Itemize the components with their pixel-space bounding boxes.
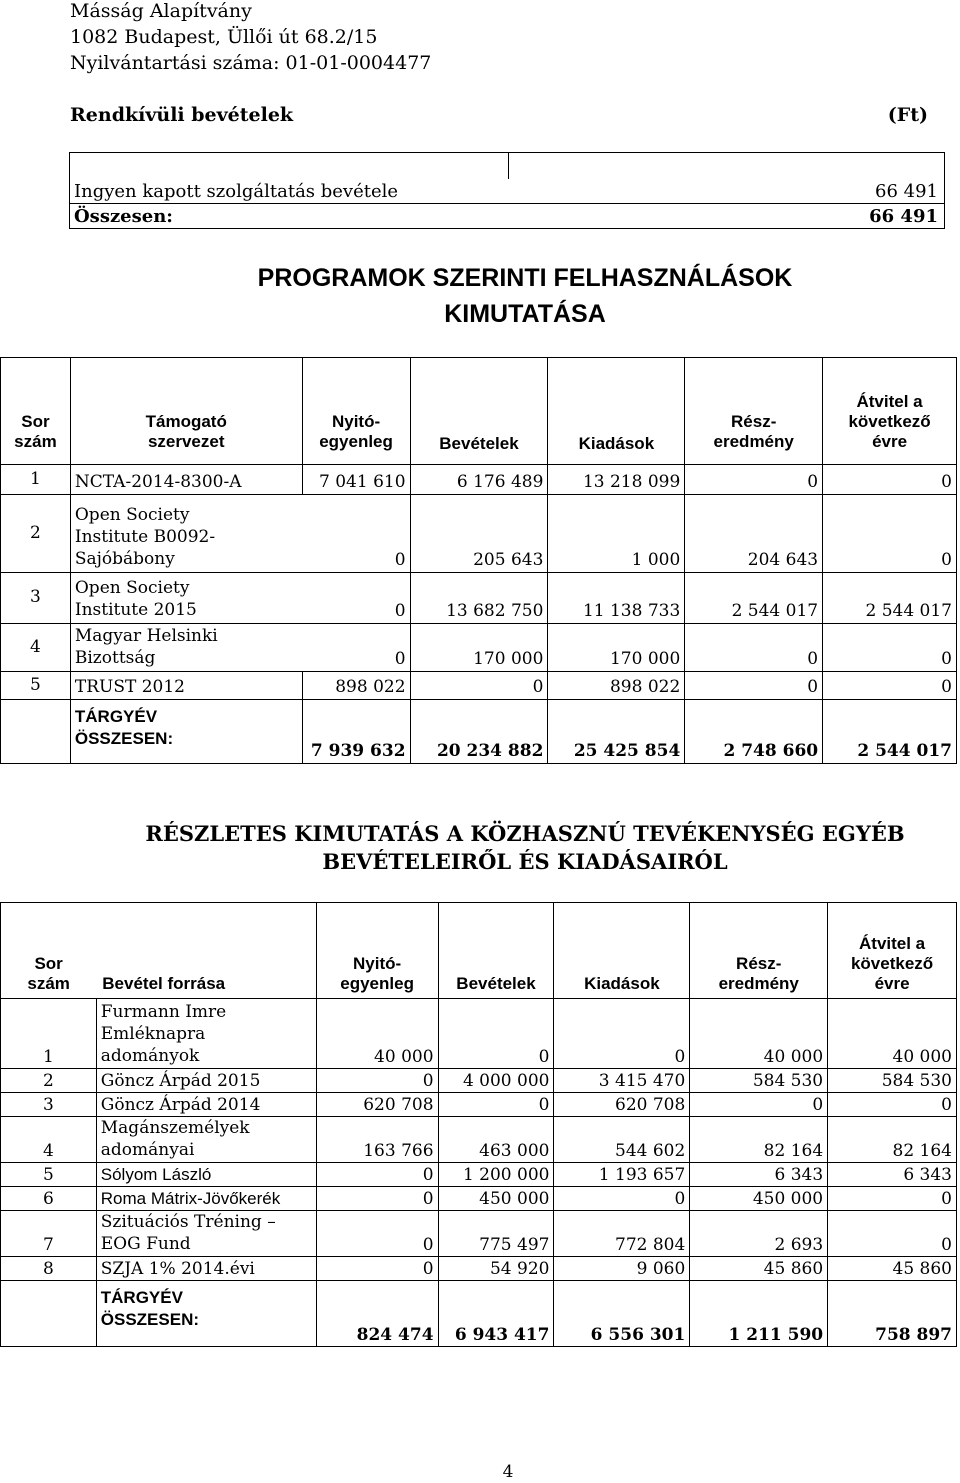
row-carry: 0 [823, 465, 957, 495]
row-org: Open Society Institute 2015 [74, 578, 197, 620]
col-result: Rész- eredmény [685, 358, 823, 465]
row-result: 40 000 [690, 999, 828, 1069]
table-row [1, 1187, 957, 1211]
total-income: 6 943 417 [438, 1281, 554, 1347]
row-source: Göncz Árpád 2014 [96, 1093, 316, 1117]
table-row [1, 495, 957, 573]
row-expense: 772 804 [554, 1211, 690, 1257]
col-open: Nyitó- egyenleg [302, 358, 410, 465]
row-no: 4 [1, 624, 71, 672]
total-open: 824 474 [316, 1281, 438, 1347]
income-value: 66 491 [875, 180, 938, 202]
row-carry: 0 [823, 495, 957, 573]
row-income: 775 497 [438, 1211, 554, 1257]
row-open: 0 [394, 601, 406, 621]
col-expense: Kiadások [548, 358, 685, 465]
row-no: 5 [1, 672, 71, 700]
row-no: 1 [1, 465, 71, 495]
programs-title-line2: KIMUTATÁSA [444, 300, 606, 328]
programs-title [0, 260, 960, 332]
row-open: 0 [316, 1187, 438, 1211]
currency-unit: (Ft) [887, 104, 928, 126]
table-row [1, 1211, 957, 1257]
col-income: Bevételek [438, 903, 554, 999]
row-income: 1 200 000 [438, 1163, 554, 1187]
table-total-row [1, 1281, 957, 1347]
col-sor: Sor szám [1, 358, 71, 465]
table-row [1, 1163, 957, 1187]
row-result: 0 [685, 465, 823, 495]
row-result: 6 343 [690, 1163, 828, 1187]
total-expense: 6 556 301 [554, 1281, 690, 1347]
table-row [70, 204, 945, 229]
details-title [0, 820, 960, 876]
row-source [96, 999, 316, 1069]
row-result: 0 [685, 672, 823, 700]
row-source [96, 1117, 316, 1163]
row-carry: 82 164 [828, 1117, 957, 1163]
total-label: TÁRGYÉV ÖSSZESEN: [96, 1281, 316, 1347]
row-source-text: Szituációs Tréning – EOG Fund [100, 1212, 276, 1254]
row-source: Roma Mátrix-Jövőkerék [96, 1187, 316, 1211]
row-carry: 0 [828, 1187, 957, 1211]
row-expense: 13 218 099 [548, 465, 685, 495]
table-total-row [1, 700, 957, 764]
row-expense: 1 193 657 [554, 1163, 690, 1187]
row-org: NCTA-2014-8300-A [70, 465, 302, 495]
row-no: 2 [1, 495, 71, 573]
total-expense: 25 425 854 [548, 700, 685, 764]
row-result: 204 643 [685, 495, 823, 573]
row-open: 0 [316, 1163, 438, 1187]
row-org: TRUST 2012 [70, 672, 302, 700]
row-open: 898 022 [302, 672, 410, 700]
total-open: 7 939 632 [302, 700, 410, 764]
table-row [70, 153, 945, 180]
table-header-row [1, 358, 957, 465]
row-income: 205 643 [410, 495, 548, 573]
row-expense: 3 415 470 [554, 1069, 690, 1093]
table-row [1, 573, 957, 624]
details-title-line2: BEVÉTELEIRŐL ÉS KIADÁSAIRÓL [322, 849, 728, 874]
table-header-row [1, 903, 957, 999]
organization-address: 1082 Budapest, Üllői út 68.2/15 [70, 26, 378, 48]
row-expense: 1 000 [548, 495, 685, 573]
row-income: 450 000 [438, 1187, 554, 1211]
table-row [1, 1117, 957, 1163]
row-source-text: Magánszemélyek adományai [100, 1118, 250, 1160]
row-income: 4 000 000 [438, 1069, 554, 1093]
row-expense: 620 708 [554, 1093, 690, 1117]
row-open: 0 [394, 550, 406, 570]
row-no: 4 [1, 1117, 97, 1163]
extraordinary-income-title: Rendkívüli bevételek [70, 104, 294, 126]
registry-number: Nyilvántartási száma: 01-01-0004477 [70, 52, 432, 74]
col-carry: Átvitel a következő évre [828, 903, 957, 999]
organization-name: Másság Alapítvány [70, 0, 252, 22]
row-result: 0 [685, 624, 823, 672]
row-carry: 0 [828, 1211, 957, 1257]
total-carry: 758 897 [828, 1281, 957, 1347]
col-carry: Átvitel a következő évre [823, 358, 957, 465]
row-org: Magyar Helsinki Bizottság [74, 626, 218, 668]
table-row [1, 624, 957, 672]
row-income: 0 [438, 999, 554, 1069]
row-income: 0 [410, 672, 548, 700]
row-source: Sólyom László [96, 1163, 316, 1187]
table-row [1, 1257, 957, 1281]
row-no: 2 [1, 1069, 97, 1093]
row-source: Göncz Árpád 2015 [96, 1069, 316, 1093]
row-result: 45 860 [690, 1257, 828, 1281]
details-title-line1: RÉSZLETES KIMUTATÁS A KÖZHASZNÚ TEVÉKENYSÉG EGYÉB [145, 821, 905, 846]
total-value: 66 491 [869, 205, 938, 227]
col-expense: Kiadások [554, 903, 690, 999]
row-source: SZJA 1% 2014.évi [96, 1257, 316, 1281]
col-sor: Sor szám [1, 903, 97, 999]
row-carry: 2 544 017 [823, 573, 957, 624]
total-carry: 2 544 017 [823, 700, 957, 764]
col-income: Bevételek [410, 358, 548, 465]
row-carry: 6 343 [828, 1163, 957, 1187]
table-row [1, 465, 957, 495]
table-row [1, 1069, 957, 1093]
row-result: 584 530 [690, 1069, 828, 1093]
row-open: 163 766 [316, 1117, 438, 1163]
row-expense: 9 060 [554, 1257, 690, 1281]
row-open: 0 [316, 1257, 438, 1281]
table-row [70, 179, 945, 204]
total-income: 20 234 882 [410, 700, 548, 764]
row-carry: 0 [823, 672, 957, 700]
row-income: 54 920 [438, 1257, 554, 1281]
row-org-open [70, 573, 410, 624]
row-org-open [70, 624, 410, 672]
col-result: Rész- eredmény [690, 903, 828, 999]
row-no: 3 [1, 1093, 97, 1117]
row-open: 0 [394, 649, 406, 669]
row-no: 7 [1, 1211, 97, 1257]
row-no: 1 [1, 999, 97, 1069]
total-result: 2 748 660 [685, 700, 823, 764]
row-no: 6 [1, 1187, 97, 1211]
row-expense: 11 138 733 [548, 573, 685, 624]
row-income: 463 000 [438, 1117, 554, 1163]
row-result: 2 693 [690, 1211, 828, 1257]
row-result: 82 164 [690, 1117, 828, 1163]
table-row [1, 999, 957, 1069]
row-org-open [70, 495, 410, 573]
row-result: 2 544 017 [685, 573, 823, 624]
page-number: 4 [502, 1462, 514, 1482]
row-income: 13 682 750 [410, 573, 548, 624]
row-result: 450 000 [690, 1187, 828, 1211]
row-income: 0 [438, 1093, 554, 1117]
row-source [96, 1211, 316, 1257]
total-label: Összesen: [74, 205, 173, 227]
row-open: 40 000 [316, 999, 438, 1069]
total-result: 1 211 590 [690, 1281, 828, 1347]
col-source: Bevétel forrása [96, 903, 316, 999]
row-expense: 170 000 [548, 624, 685, 672]
row-income: 170 000 [410, 624, 548, 672]
row-expense: 544 602 [554, 1117, 690, 1163]
row-carry: 45 860 [828, 1257, 957, 1281]
row-open: 620 708 [316, 1093, 438, 1117]
row-expense: 898 022 [548, 672, 685, 700]
income-label: Ingyen kapott szolgáltatás bevétele [74, 180, 399, 202]
row-open: 0 [316, 1069, 438, 1093]
row-no: 8 [1, 1257, 97, 1281]
extraordinary-income-table [69, 152, 945, 229]
row-carry: 584 530 [828, 1069, 957, 1093]
details-table [0, 902, 957, 1347]
programs-table [0, 357, 957, 764]
programs-title-line1: PROGRAMOK SZERINTI FELHASZNÁLÁSOK [257, 264, 793, 292]
row-carry: 0 [828, 1093, 957, 1117]
table-row [1, 672, 957, 700]
row-open: 0 [316, 1211, 438, 1257]
row-carry: 40 000 [828, 999, 957, 1069]
table-row [1, 1093, 957, 1117]
row-no: 3 [1, 573, 71, 624]
row-open: 7 041 610 [302, 465, 410, 495]
row-income: 6 176 489 [410, 465, 548, 495]
total-label: TÁRGYÉV ÖSSZESEN: [70, 700, 302, 764]
col-open: Nyitó- egyenleg [316, 903, 438, 999]
row-expense: 0 [554, 999, 690, 1069]
row-result: 0 [690, 1093, 828, 1117]
row-carry: 0 [823, 624, 957, 672]
row-expense: 0 [554, 1187, 690, 1211]
row-no: 5 [1, 1163, 97, 1187]
row-org: Open Society Institute B0092-Sajóbábony [74, 505, 216, 569]
row-source-text: Furmann Imre Emléknapra adományok [100, 1002, 227, 1066]
col-org: Támogató szervezet [70, 358, 302, 465]
